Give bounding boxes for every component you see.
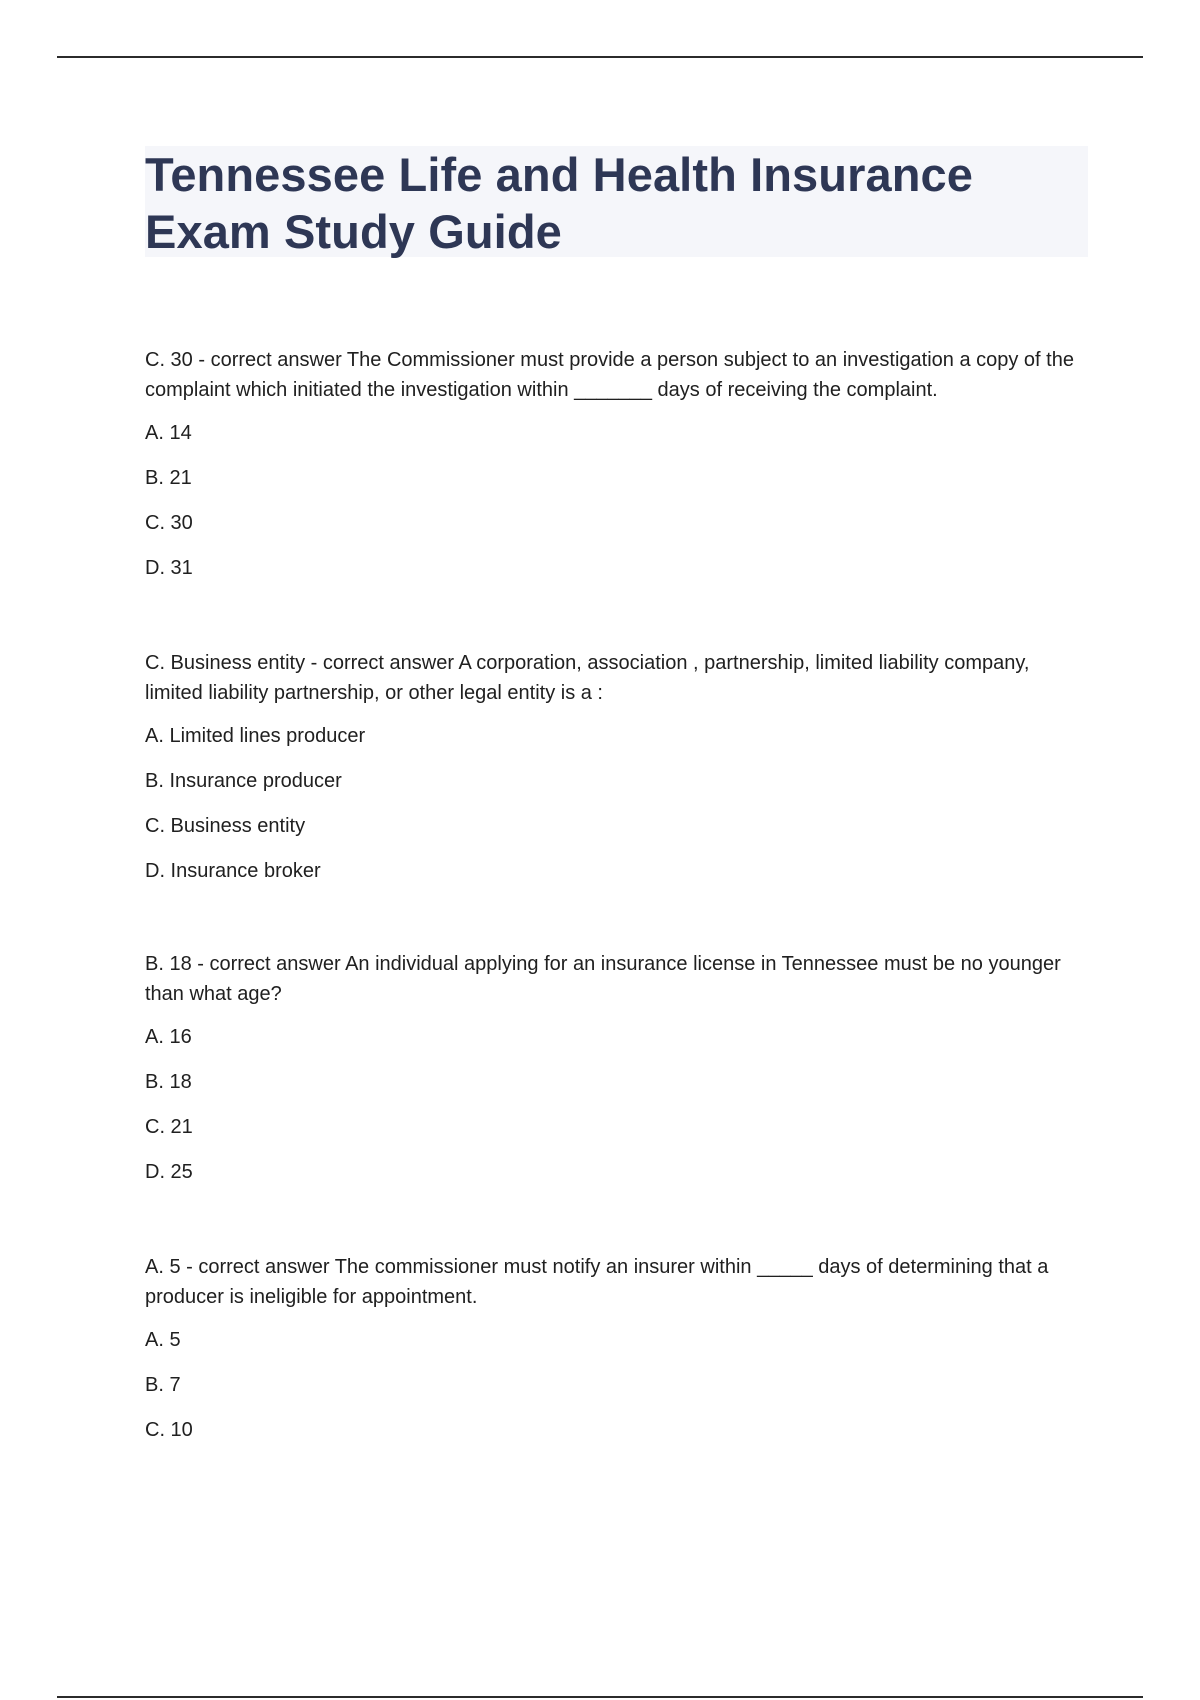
answer-option: A. 14 [145,422,192,444]
answer-option: D. 25 [145,1161,193,1183]
answer-option: D. 31 [145,557,193,579]
answer-options [145,1022,1090,1187]
answer-option: A. Limited lines producer [145,725,366,747]
answer-option: C. 21 [145,1116,193,1138]
answer-option: C. 30 [145,512,193,534]
question-text: A. 5 - correct answer The commissioner must notify an insurer within _____ days of determining that a producer is ineligible for appointment. [145,1256,1049,1308]
footer-rule [57,1696,1143,1698]
answer-option: B. Insurance producer [145,770,342,792]
question-block-3 [145,949,1090,1202]
answer-option: B. 7 [145,1374,181,1396]
question-text: C. 30 - correct answer The Commissioner must provide a person subject to an investigation a copy of the complaint which initiated the investigation within _______ days of receiving the complaint. [145,349,1074,401]
question-text: C. Business entity - correct answer A corporation, association , partnership, limited liability company, limited liability partnership, or other legal entity is a : [145,652,1030,704]
answer-option: B. 21 [145,467,192,489]
question-block-4 [145,1252,1090,1460]
answer-options [145,418,1090,583]
answer-option: A. 5 [145,1329,181,1351]
answer-options [145,1325,1090,1445]
title-banner [145,146,1088,257]
answer-option: C. Business entity [145,815,306,837]
answer-option: D. Insurance broker [145,860,321,882]
document-title: Tennessee Life and Health Insurance Exam Study Guide [145,148,973,258]
answer-option: A. 16 [145,1026,192,1048]
question-block-1 [145,345,1090,598]
answer-option: B. 18 [145,1071,192,1093]
question-block-2 [145,648,1090,901]
header-rule [57,56,1143,58]
answer-options [145,721,1090,886]
question-text: B. 18 - correct answer An individual applying for an insurance license in Tennessee must be no younger than what age? [145,953,1061,1005]
answer-option: C. 10 [145,1419,193,1441]
